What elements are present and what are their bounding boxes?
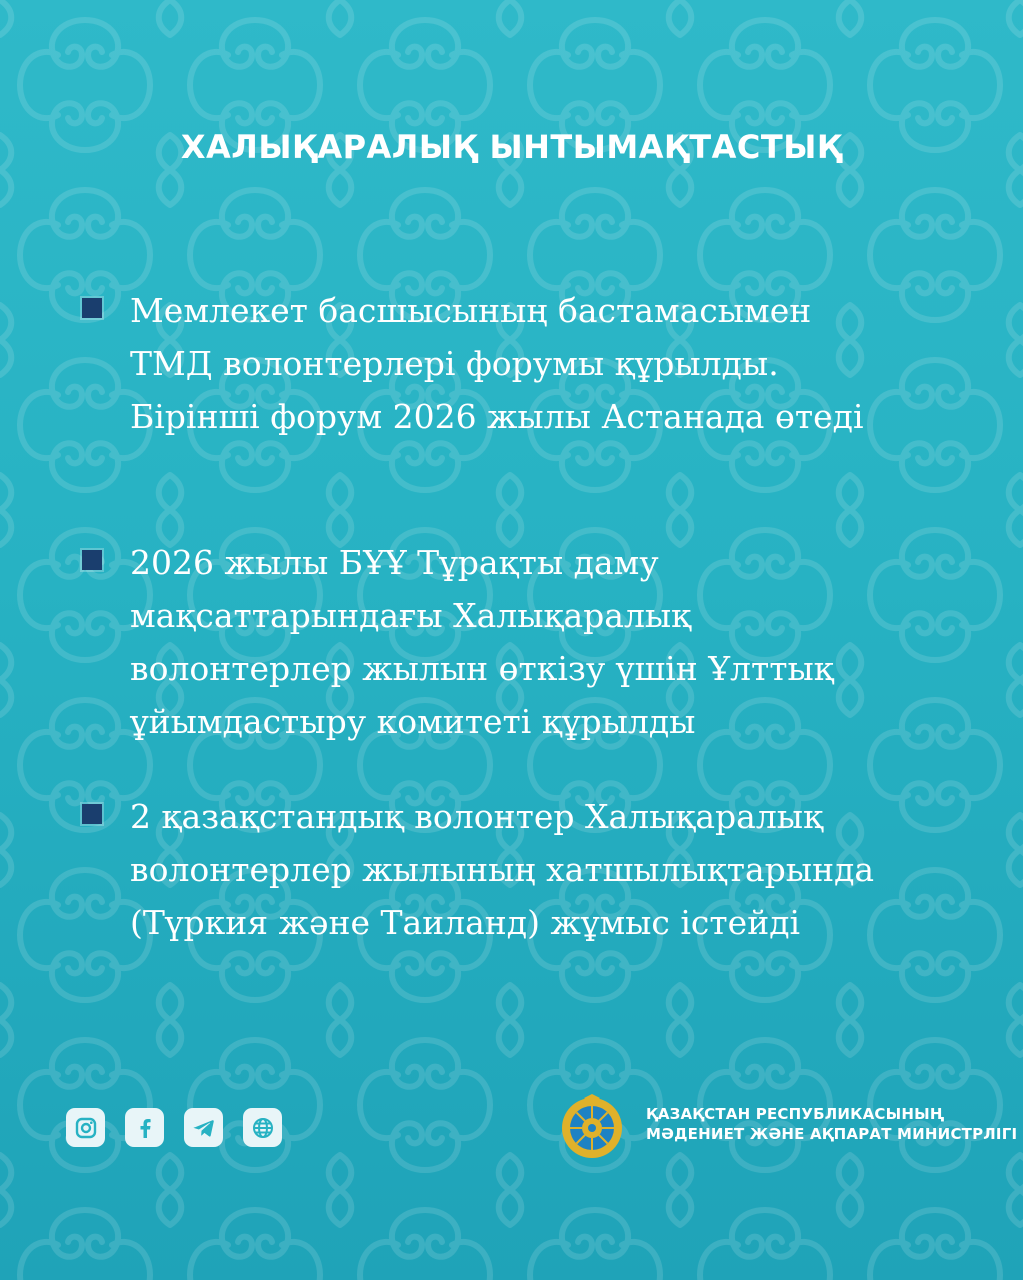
facebook-icon[interactable] bbox=[125, 1108, 164, 1147]
social-links bbox=[66, 1108, 282, 1147]
list-item-text: Мемлекет басшысының бастамасымен ТМД волонтерлері форумы құрылды. Бірінші форум 2026 жылы Астанада өтеді bbox=[130, 291, 864, 436]
square-bullet-icon bbox=[82, 804, 102, 824]
instagram-icon[interactable] bbox=[66, 1108, 105, 1147]
list-item-text: 2 қазақстандық волонтер Халықаралық волонтерлер жылының хатшылықтарында (Түркия және Таиланд) жұмыс істейді bbox=[130, 797, 875, 942]
globe-icon[interactable] bbox=[243, 1108, 282, 1147]
page-title: ХАЛЫҚАРАЛЫҚ ЫНТЫМАҚТАСТЫҚ bbox=[180, 128, 843, 166]
ministry-line-2: МӘДЕНИЕТ ЖӘНЕ АҚПАРАТ МИНИСТРЛІГІ bbox=[646, 1125, 1018, 1143]
list-item bbox=[82, 284, 1002, 443]
ministry-line-1: ҚАЗАҚСТАН РЕСПУБЛИКАСЫНЫҢ bbox=[646, 1105, 945, 1123]
ministry-name bbox=[646, 1104, 1017, 1144]
list-item bbox=[82, 790, 1002, 949]
list-item bbox=[82, 536, 1002, 748]
list-item-text: 2026 жылы БҰҰ Тұрақты даму мақсаттарындағы Халықаралық волонтерлер жылын өткізу үшін Ұлттық ұйымдастыру комитеті құрылды bbox=[130, 543, 834, 741]
state-emblem-icon bbox=[558, 1094, 626, 1162]
square-bullet-icon bbox=[82, 550, 102, 570]
telegram-icon[interactable] bbox=[184, 1108, 223, 1147]
square-bullet-icon bbox=[82, 298, 102, 318]
